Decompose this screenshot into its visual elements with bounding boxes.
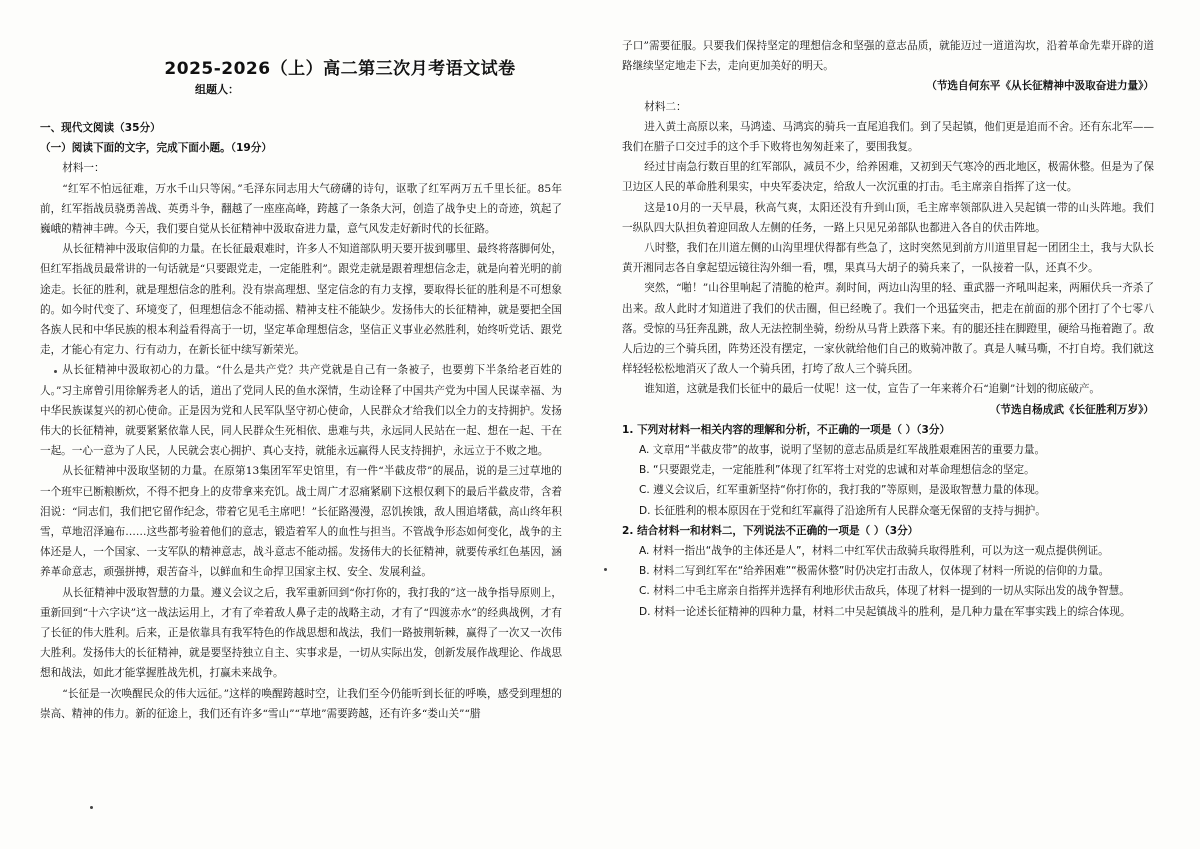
question-2-option-b[interactable]: B. 材料二写到红军在“给养困难”“极需休整”时仍决定打击敌人，仅体现了材料一所说的信仰的力量。: [638, 565, 1110, 578]
reading-section-left: [40, 118, 562, 724]
material-two-label: 材料二：: [644, 100, 687, 113]
material-two-paragraph: 经过甘南急行数百里的红军部队，减员不少，给养困难，又初到天气寒冷的西北地区，极需休整。但是为了保卫边区人民的革命胜利果实，中央军委决定，给敌人一次沉重的打击。毛主席亲自指挥了这一仗。: [622, 161, 1154, 194]
scan-speck: [90, 806, 93, 809]
question-2-option-a[interactable]: A. 材料一指出“战争的主体还是人”，材料二中红军伏击敌骑兵取得胜利，可以为这一观点提供例证。: [638, 545, 1109, 558]
section-heading: 一、现代文阅读（35分）: [40, 122, 161, 134]
material-two-paragraph: 谁知道，这就是我们长征中的最后一仗呢！这一仗，宣告了一年来蒋介石“追剿”计划的彻底破产。: [644, 383, 1101, 396]
question-2-stem: 2. 结合材料一和材料二，下列说法不正确的一项是（ ）（3分）: [622, 524, 919, 537]
question-2: [622, 521, 1154, 622]
question-1-stem: 1. 下列对材料一相关内容的理解和分析，不正确的一项是（ ）（3分）: [622, 423, 951, 436]
material-two-paragraph: 这是10月的一天早晨，秋高气爽，太阳还没有升到山顶，毛主席率领部队进入吴起镇一带的山头阵地。我们一纵队四大队担负着迎回敌人左侧的任务，一路上只见兄弟部队也都进入各自的伏击阵地。: [622, 201, 1154, 234]
material-one-paragraph: 从长征精神中汲取智慧的力量。遵义会议之后，我军重新回到“你打你的，我打我的”这一战争指导原则上，重新回到“十六字诀”这一战法运用上，才有了牵着敌人鼻子走的战略主动，才有了“四渡赤水”的经典战例，才有了长征的伟大胜利。后来，正是依靠具有我军特色的作战思想和战法，我们一路披荆斩棘，赢得了一次又一次伟大胜利。发扬伟大的长征精神，就是要坚持独立自主、实事求是，一切从实际出发，创新发展作战理论、作战思想和战法，如此才能掌握胜战先机，打赢未来战争。: [40, 586, 562, 680]
author-label: 组题人：: [195, 83, 239, 96]
material-two-paragraph: 进入黄土高原以来，马鸿逵、马鸿宾的骑兵一直尾追我们。到了吴起镇，他们更是追而不舍。还有东北军——我们在腊子口交过手的这个手下败将也匆匆赶来了，要围我复。: [622, 120, 1154, 154]
question-1-option-b[interactable]: B. “只要跟党走，一定能胜利”体现了红军将士对党的忠诚和对革命理想信念的坚定。: [638, 464, 1035, 477]
material-two-paragraph: 突然，“啪！”山谷里响起了清脆的枪声。刹时间，两边山沟里的轻、重武器一齐吼叫起来，两厢伏兵一齐杀了出来。敌人此时才知道进了我们的伏击圈，但已经晚了。我们一个迅猛突击，把走在前面的那个团打了个七零八落。受惊的马狂奔乱跳，敌人无法控制坐骑，纷纷从马背上跌落下来。有的腿还挂在脚蹬里，硬给马拖着跑了。敌人后边的三个骑兵团，阵势还没有摆定，一家伙就给他们自己的败骑冲散了。真是人喊马嘶，不打自垮。我们就这样轻轻松松地消灭了敌人一个骑兵团，打垮了敌人三个骑兵团。: [622, 282, 1154, 376]
material-one-paragraph: “长征是一次唤醒民众的伟大远征。”这样的唤醒跨越时空，让我们至今仍能听到长征的呼唤，感受到理想的崇高、精神的伟力。新的征途上，我们还有许多“雪山”“草地”需要跨越，还有许多“娄山关”“腊: [40, 687, 562, 720]
question-1-option-a[interactable]: A. 文章用“半截皮带”的故事，说明了坚韧的意志品质是红军战胜艰难困苦的重要力量。: [638, 444, 1046, 457]
material-one-label: 材料一：: [62, 162, 105, 175]
material-one-continuation: 子口”需要征服。只要我们保持坚定的理想信念和坚强的意志品质，就能迈过一道道沟坎，沿着革命先辈开辟的道路继续坚定地走下去，走向更加美好的明天。: [622, 40, 1154, 73]
question-1-option-d[interactable]: D. 长征胜利的根本原因在于党和红军赢得了沿途所有人民群众毫无保留的支持与拥护。: [638, 504, 1046, 517]
material-two-source: （节选自杨成武《长征胜利万岁》）: [989, 403, 1154, 416]
material-one-source: （节选自何东平《从长征精神中汲取奋进力量》）: [926, 80, 1154, 93]
material-one-paragraph: 从长征精神中汲取信仰的力量。在长征最艰难时，许多人不知道部队明天要开拔到哪里、最终将落脚何处，但红军指战员最常讲的一句话就是“只要跟党走，一定能胜利”。跟党走就是跟着理想信念走，就是向着光明的前途走。长征的胜利，就是理想信念的胜利。没有崇高理想、坚定信念的有力支撑，要取得长征的胜利是不可想象的。如今时代变了、环境变了，但理想信念不能动摇、精神支柱不能缺少。发扬伟大的长征精神，就是要把全国各族人民和中华民族的根本利益看得高于一切，坚定革命理想信念，坚信正义事业必然胜利，始终听党话、跟党走，才能心有定力、行有动力，在新长征中续写新荣光。: [40, 243, 562, 357]
material-one-paragraph: “红军不怕远征难，万水千山只等闲。”毛泽东同志用大气磅礴的诗句，讴歌了红军两万五千里长征。85年前，红军指战员骁勇善战、英勇斗争，翻越了一座座高峰，跨越了一条条大河，创造了战争史上的奇迹，筑起了巍峨的精神丰碑。今天，我们要自觉从长征精神中汲取奋进力量，意气风发走好新时代的长征路。: [40, 182, 562, 236]
exam-title: 2025-2026（上）高二第三次月考语文试卷: [164, 59, 516, 79]
question-1: [622, 420, 1154, 521]
question-2-option-c[interactable]: C. 材料二中毛主席亲自指挥并选择有利地形伏击敌兵，体现了材料一提到的一切从实际出发的战争智慧。: [638, 585, 1130, 598]
material-one-paragraph: 从长征精神中汲取坚韧的力量。在原第13集团军军史馆里，有一件“半截皮带”的展品，说的是三过草地的一个班牢已断粮断炊，不得不把身上的皮带拿来充饥。战士周广才忍痛紧刷下这根仅剩下的最后半截皮带，含着泪说：“同志们，我们把它留作纪念，带着它见毛主席吧！”长征路漫漫，忍饥挨饿，敌人围追堵截，高山终年积雪，草地沼泽遍布……这些都考验着他们的意志，锻造着军人的血性与担当。不管战争形态如何变化，战争的主体还是人，一个国家、一支军队的精神意志，战斗意志不能动摇。发扬伟大的长征精神，就要传承红色基因，涵养革命意志，顽强拼搏，艰苦奋斗，以鲜血和生命捍卫国家主权、安全、发展利益。: [40, 465, 562, 579]
scan-speck: [54, 370, 57, 373]
question-1-option-c[interactable]: C. 遵义会议后，红军重新坚持“你打你的，我打我的”等原则，是汲取智慧力量的体现。: [638, 484, 1046, 497]
subsection-heading: （一）阅读下面的文字，完成下面小题。（19分）: [40, 142, 272, 155]
material-two-paragraph: 八时整，我们在川道左侧的山沟里埋伏得都有些急了，这时突然见到前方川道里冒起一团团尘土，我与大队长黄开湘同志各自拿起望远镜往沟外细一看，嘿，果真马大胡子的骑兵来了，一队接着一队，还真不少。: [622, 242, 1154, 275]
question-2-option-d[interactable]: D. 材料一论述长征精神的四种力量，材料二中吴起镇战斗的胜利，是几种力量在军事实践上的综合体现。: [638, 605, 1131, 618]
material-one-paragraph: 从长征精神中汲取初心的力量。“什么是共产党？共产党就是自己有一条被子，也要剪下半条给老百姓的人。”习主席曾引用徐解秀老人的话，道出了党同人民的鱼水深情，生动诠释了中国共产党为中国人民谋幸福、为中华民族谋复兴的初心使命。正是因为党和人民军队坚守初心使命，人民群众才给我们以全力的支持拥护。发扬伟大的长征精神，就要紧紧依靠人民，同人民群众生死相依、患难与共，永远同人民站在一起、想在一起、干在一起。一心一意为了人民，人民就会衷心拥护、真心支持，就能永远赢得人民支持拥护，永远立于不败之地。: [40, 364, 562, 458]
reading-section-right: [622, 36, 1154, 622]
scan-speck: [604, 568, 607, 571]
